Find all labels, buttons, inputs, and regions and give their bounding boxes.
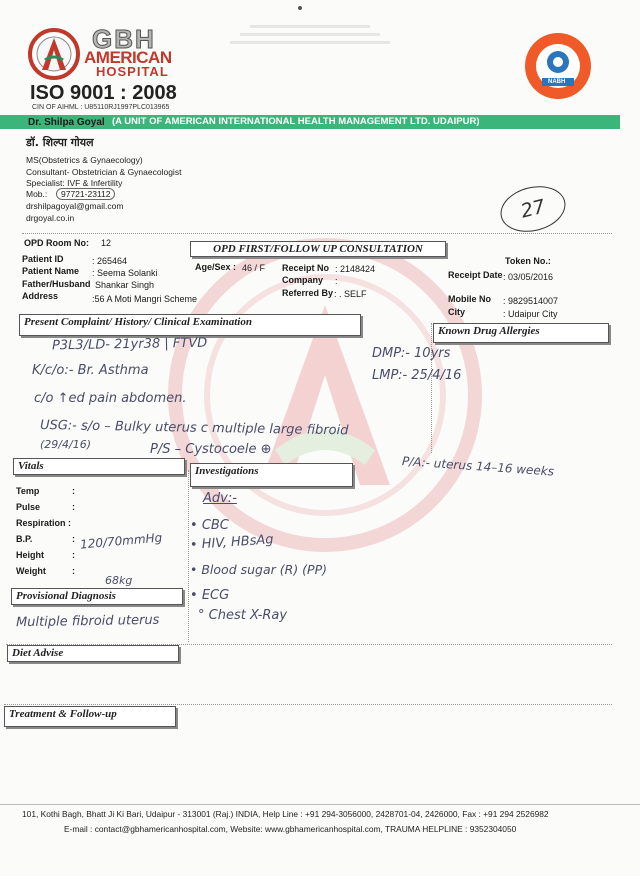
- company-label: Company: [282, 275, 324, 285]
- section-allergies: Known Drug Allergies: [433, 323, 609, 343]
- logo-american: AMERICAN: [84, 48, 172, 67]
- hw-complaint: c/o ↑ed pain abdomen.: [34, 391, 187, 406]
- hw-inv-hiv: • HIV, HBsAg: [189, 532, 275, 553]
- vital-bp-label: B.P.: [16, 534, 33, 544]
- hw-inv-xray-text: Chest X-Ray: [208, 608, 288, 623]
- section-investigations: Investigations: [190, 463, 353, 487]
- section-complaint: Present Complaint/ History/ Clinical Examination: [19, 314, 361, 336]
- hw-inv-ecg: • ECG: [190, 588, 230, 603]
- vital-temp-colon: :: [72, 486, 75, 496]
- opd-room-label: OPD Room No:: [24, 238, 89, 248]
- hw-inv-cbc-text: CBC: [201, 518, 229, 533]
- father-label: Father/Husband: [22, 279, 91, 289]
- hw-dmp: DMP:- 10yrs: [372, 346, 451, 361]
- vital-weight-colon: :: [72, 566, 75, 576]
- age-sex-label: Age/Sex :: [195, 262, 237, 272]
- hw-pa: P/A:- uterus 14–16 weeks: [401, 454, 555, 479]
- vital-weight-label: Weight: [16, 566, 46, 576]
- footer-address: 101, Kothi Bagh, Bhatt Ji Ki Bari, Udaipur - 313001 (Raj.) INDIA, Help Line : +91 294-3056000, 2428701-04, 2426000, Fax : +91 294 2526982: [22, 809, 549, 819]
- opd-room-value: 12: [101, 238, 112, 248]
- logo-hospital: HOSPITAL: [96, 64, 169, 79]
- hospital-logo-icon: [28, 28, 80, 80]
- receipt-date: : 03/05/2016: [503, 272, 554, 282]
- section-diet: Diet Advise: [7, 645, 179, 662]
- hw-usg-date: (29/4/16): [40, 438, 91, 451]
- footer-contact: E-mail : contact@gbhamericanhospital.com, Website: www.gbhamericanhospital.com, TRAUMA HELPLINE : 9352304050: [64, 824, 517, 834]
- hw-inv-xray: ° Chest X-Ray: [198, 608, 288, 623]
- referred-label: Referred By: [282, 288, 334, 298]
- referred-value: : . SELF: [334, 289, 367, 299]
- vital-resp-label: Respiration :: [16, 518, 72, 528]
- divider-top: [22, 233, 612, 234]
- doctor-title: Consultant- Obstetrician & Gynaecologist: [26, 167, 182, 177]
- vital-height-colon: :: [72, 550, 75, 560]
- hw-inv-sugar: • Blood sugar (R) (PP): [190, 562, 327, 577]
- section-treatment: Treatment & Follow-up: [4, 706, 176, 727]
- hw-usg: USG:- s/o – Bulky uterus c multiple large fibroid: [39, 418, 349, 439]
- hw-inv-sugar-text: Blood sugar (R) (PP): [201, 562, 327, 577]
- token-label: Token No.:: [505, 256, 551, 266]
- cin-text: CIN OF AIHML : U85110RJ1997PLC013965: [32, 104, 170, 111]
- iso-text: ISO 9001 : 2008: [30, 82, 177, 104]
- stamp-number: [496, 180, 571, 239]
- address-label: Address: [22, 291, 59, 301]
- doctor-name-hindi: डॉ. शिल्पा गोयल: [26, 136, 94, 149]
- section-provisional: Provisional Diagnosis: [11, 588, 183, 605]
- divider-treatment: [4, 704, 612, 705]
- patient-name: : Seema Solanki: [92, 268, 158, 278]
- doctor-mob-label: Mob.:: [26, 189, 48, 199]
- patient-name-label: Patient Name: [22, 266, 80, 276]
- footer-divider: [0, 804, 640, 805]
- unit-banner: (A UNIT OF AMERICAN INTERNATIONAL HEALTH MANAGEMENT LTD. UDAIPUR): [112, 116, 480, 127]
- vitals-divider: [188, 470, 189, 642]
- nabh-logo-icon: [522, 30, 594, 102]
- address-value: :56 A Moti Mangri Scheme: [92, 294, 198, 304]
- hw-bp: 120/70mmHg: [79, 530, 163, 552]
- doctor-web: drgoyal.co.in: [26, 213, 75, 223]
- doctor-email: drshilpagoyal@gmail.com: [26, 201, 124, 211]
- vital-pulse-colon: :: [72, 502, 75, 512]
- nabh-label: NABH: [548, 79, 566, 85]
- city-label: City: [448, 307, 466, 317]
- company-value: :: [335, 276, 338, 286]
- doctor-mob: 97721-23112: [56, 188, 115, 200]
- doctor-specialist: Specialist: IVF & Infertility: [26, 178, 123, 188]
- patient-id: : 265464: [92, 256, 128, 266]
- father-value: Shankar Singh: [95, 280, 155, 290]
- vital-bp-colon: :: [72, 534, 75, 544]
- receipt-no-label: Receipt No: [282, 263, 330, 273]
- stamp-number-text: 27: [518, 195, 548, 223]
- hw-adv: Adv:-: [203, 491, 237, 506]
- hw-inv-hiv-text: HIV, HBsAg: [201, 532, 275, 553]
- receipt-date-label: Receipt Date: [448, 270, 503, 280]
- hw-diagnosis: Multiple fibroid uterus: [15, 612, 160, 631]
- hw-lmp: LMP:- 25/4/16: [372, 368, 462, 383]
- ink-dot: [298, 6, 302, 10]
- faint-header-lines: [230, 20, 390, 49]
- vital-temp-label: Temp: [16, 486, 40, 496]
- city-value: : Udaipur City: [503, 309, 558, 319]
- age-sex: 46 / F: [242, 263, 266, 273]
- divider-diet: [6, 644, 612, 645]
- section-vitals: Vitals: [13, 458, 185, 475]
- doctor-name: Dr. Shilpa Goyal: [28, 117, 105, 128]
- logo-gbh: GBH: [92, 24, 156, 54]
- form-title: OPD FIRST/FOLLOW UP CONSULTATION: [190, 241, 446, 257]
- hw-inv-ecg-text: ECG: [201, 588, 230, 603]
- mobile-value: : 9829514007: [503, 296, 559, 306]
- hw-inv-cbc: • CBC: [190, 518, 229, 533]
- hw-obstetric-history: P3L3/LD- 21yr38 | FTVD: [51, 335, 208, 354]
- hw-ps: P/S – Cystocoele ⊕: [150, 442, 272, 457]
- doctor-degree: MS(Obstetrics & Gynaecology): [26, 155, 143, 165]
- hw-weight: 68kg: [105, 574, 133, 587]
- watermark-logo: [165, 235, 485, 555]
- mobile-label: Mobile No: [448, 294, 491, 304]
- patient-id-label: Patient ID: [22, 254, 64, 264]
- allergy-divider: [431, 323, 432, 453]
- vital-pulse-label: Pulse: [16, 502, 41, 512]
- hw-known-case: K/c/o:- Br. Asthma: [32, 363, 149, 378]
- vital-height-label: Height: [16, 550, 44, 560]
- receipt-no: : 2148424: [335, 264, 376, 274]
